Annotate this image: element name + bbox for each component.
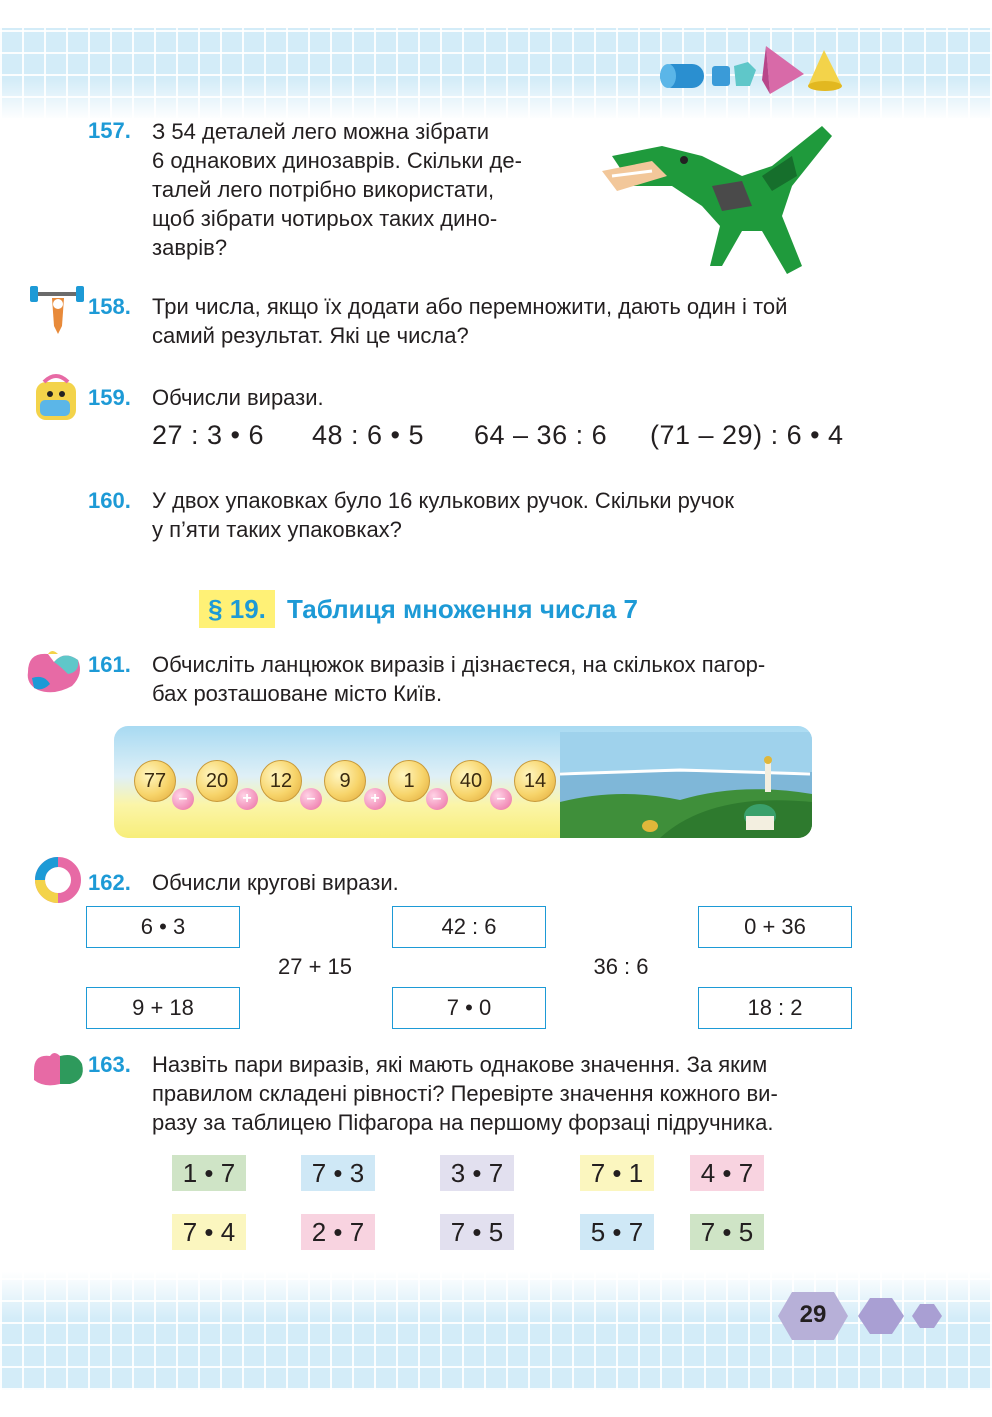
chain-number: 12 xyxy=(260,760,302,802)
text-line: у п’яти таких упаковках? xyxy=(152,517,402,542)
weightlifter-pencil-icon xyxy=(28,284,86,336)
chain-operator: + xyxy=(236,788,258,810)
page-number: 29 xyxy=(799,1301,827,1328)
expression-pair-card: 7 • 5 xyxy=(440,1214,514,1250)
geometric-shapes-icon xyxy=(656,40,846,98)
task-number-161: 161. xyxy=(88,652,131,677)
text-line: Три числа, якщо їх додати або перемножити, дають один і той xyxy=(152,294,788,319)
expression-pair-card: 5 • 7 xyxy=(580,1214,654,1250)
text-line: щоб зібрати чотирьох таких дино- xyxy=(152,206,498,231)
task-157-text xyxy=(152,117,566,262)
chain-operator: – xyxy=(490,788,512,810)
task-number-162: 162. xyxy=(88,870,131,895)
expression-pair-card: 7 • 1 xyxy=(580,1155,654,1191)
lego-dinosaur-image xyxy=(592,116,842,280)
expression-cell: 27 + 15 xyxy=(277,954,352,979)
expression: 27 : 3 • 6 xyxy=(152,420,265,450)
task-number-160: 160. xyxy=(88,488,131,513)
task-162-title: Обчисли кругові вирази. xyxy=(152,870,399,895)
chain-number: 40 xyxy=(450,760,492,802)
chain-operator: – xyxy=(300,788,322,810)
backpack-icon xyxy=(28,372,84,424)
text-line: заврів? xyxy=(152,235,228,260)
chain-operator: – xyxy=(172,788,194,810)
expression: (71 – 29) : 6 • 4 xyxy=(650,420,844,450)
chain-number: 20 xyxy=(196,760,238,802)
text-line: Назвіть пари виразів, які мають однакове значення. За яким xyxy=(152,1052,768,1077)
task-161-text xyxy=(152,650,852,708)
expression-chain-panel xyxy=(114,726,812,838)
task-159-title: Обчисли вирази. xyxy=(152,385,324,410)
chain-number: 1 xyxy=(388,760,430,802)
task-163-text xyxy=(152,1050,852,1137)
task-158-text xyxy=(152,292,852,350)
expression-pair-card: 7 • 3 xyxy=(301,1155,375,1191)
expression-pair-card: 7 • 4 xyxy=(172,1214,246,1250)
expression: 64 – 36 : 6 xyxy=(474,420,608,450)
task-number-157: 157. xyxy=(88,118,131,143)
text-line: З 54 деталей лего можна зібрати xyxy=(152,119,490,144)
text-line: 6 однакових динозаврів. Скільки де- xyxy=(152,148,522,173)
expression-cell: 6 • 3 xyxy=(86,906,240,948)
chain-operator: + xyxy=(364,788,386,810)
text-line: талей лего потрібно використати, xyxy=(152,177,495,202)
expression-cell: 42 : 6 xyxy=(392,906,546,948)
text-line: самий результат. Які це числа? xyxy=(152,323,469,348)
expression-cell: 18 : 2 xyxy=(698,987,852,1029)
expression-pair-card: 4 • 7 xyxy=(690,1155,764,1191)
text-line: правилом складені рівності? Перевірте значення кожного ви- xyxy=(152,1081,778,1106)
expression-pair-card: 3 • 7 xyxy=(440,1155,514,1191)
chain-number: 9 xyxy=(324,760,366,802)
expression-pair-card: 1 • 7 xyxy=(172,1155,246,1191)
expression-cell: 7 • 0 xyxy=(392,987,546,1029)
text-line: У двох упаковках було 16 кулькових ручок. Скільки ручок xyxy=(152,488,734,513)
chain-operator: – xyxy=(426,788,448,810)
expression-pair-card: 2 • 7 xyxy=(301,1214,375,1250)
task-160-text xyxy=(152,486,852,544)
puzzle-piece-icon xyxy=(30,1050,86,1090)
task-number-163: 163. xyxy=(88,1052,131,1077)
section-title: Таблиця множення числа 7 xyxy=(287,594,639,624)
puzzle-icon xyxy=(24,648,84,696)
section-number: § 19. xyxy=(199,590,275,628)
puzzle-ring-icon xyxy=(30,852,86,908)
task-number-158: 158. xyxy=(88,294,131,319)
expression-cell: 36 : 6 xyxy=(593,954,649,979)
expression: 48 : 6 • 5 xyxy=(312,420,425,450)
expression-cell: 0 + 36 xyxy=(698,906,852,948)
task-number-159: 159. xyxy=(88,385,131,410)
text-line: Обчисліть ланцюжок виразів і дізнаєтеся, на скількох пагор- xyxy=(152,652,766,677)
chain-number: 14 xyxy=(514,760,556,802)
text-line: бах розташоване місто Київ. xyxy=(152,681,443,706)
chain-number: 77 xyxy=(134,760,176,802)
text-line: разу за таблицею Піфагора на першому форзаці підручника. xyxy=(152,1110,774,1135)
expression-pair-card: 7 • 5 xyxy=(690,1214,764,1250)
expression-cell: 9 + 18 xyxy=(86,987,240,1029)
kyiv-landscape-image xyxy=(560,732,812,838)
